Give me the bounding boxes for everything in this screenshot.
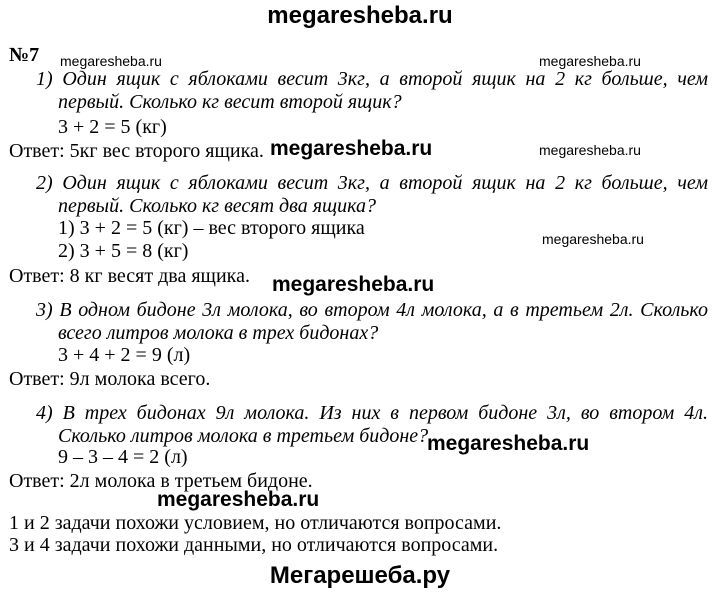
site-footer: Мегарешеба.ру [269,562,451,589]
task-1-answer: Ответ: 5кг вес второго ящика. [9,140,264,162]
watermark-large: megaresheba.ru [157,488,320,511]
watermark-large: megaresheba.ru [270,137,433,160]
task-2-solution-step-1: 1) 3 + 2 = 5 (кг) – вес второго ящика [58,217,365,239]
watermark: megaresheba.ru [539,53,641,69]
task-3-text-line-1: 3) В одном бидоне 3л молока, во втором 4л молока, а в третьем 2л. Сколько [36,299,708,321]
task-1-text-line-1: 1) Один ящик с яблоками весит 3кг, а второй ящик на 2 кг больше, чем [36,68,708,90]
conclusion-line-2: 3 и 4 задачи похожи данными, но отличаются вопросами. [9,534,499,556]
watermark: megaresheba.ru [60,53,162,69]
task-4-text-line-1: 4) В трех бидонах 9л молока. Из них в первом бидоне 3л, во втором 4л. [36,402,708,424]
task-2-solution-step-2: 2) 3 + 5 = 8 (кг) [58,240,189,262]
site-header: megaresheba.ru [267,2,453,29]
task-4-text-line-2: Сколько литров молока в третьем бидоне? [58,425,429,447]
task-1-solution: 3 + 2 = 5 (кг) [58,116,167,138]
conclusion-line-1: 1 и 2 задачи похожи условием, но отличаются вопросами. [9,512,502,534]
task-4-answer: Ответ: 2л молока в третьем бидоне. [9,470,313,492]
task-3-text-line-2: всего литров молока в трех бидонах? [58,322,379,344]
task-3-answer: Ответ: 9л молока всего. [9,368,211,390]
task-1-text-line-2: первый. Сколько кг весит второй ящик? [58,91,402,113]
task-3-solution: 3 + 4 + 2 = 9 (л) [58,344,191,366]
task-4-solution: 9 – 3 – 4 = 2 (л) [58,446,188,468]
task-2-text-line-2: первый. Сколько кг весят два ящика? [58,195,376,217]
watermark: megaresheba.ru [539,142,641,158]
task-2-text-line-1: 2) Один ящик с яблоками весит 3кг, а второй ящик на 2 кг больше, чем [36,172,708,194]
task-2-answer: Ответ: 8 кг весят два ящика. [9,265,250,287]
watermark-large: megaresheba.ru [272,273,435,296]
problem-number: №7 [9,44,40,66]
watermark: megaresheba.ru [542,231,644,247]
watermark-large: megaresheba.ru [427,432,590,455]
